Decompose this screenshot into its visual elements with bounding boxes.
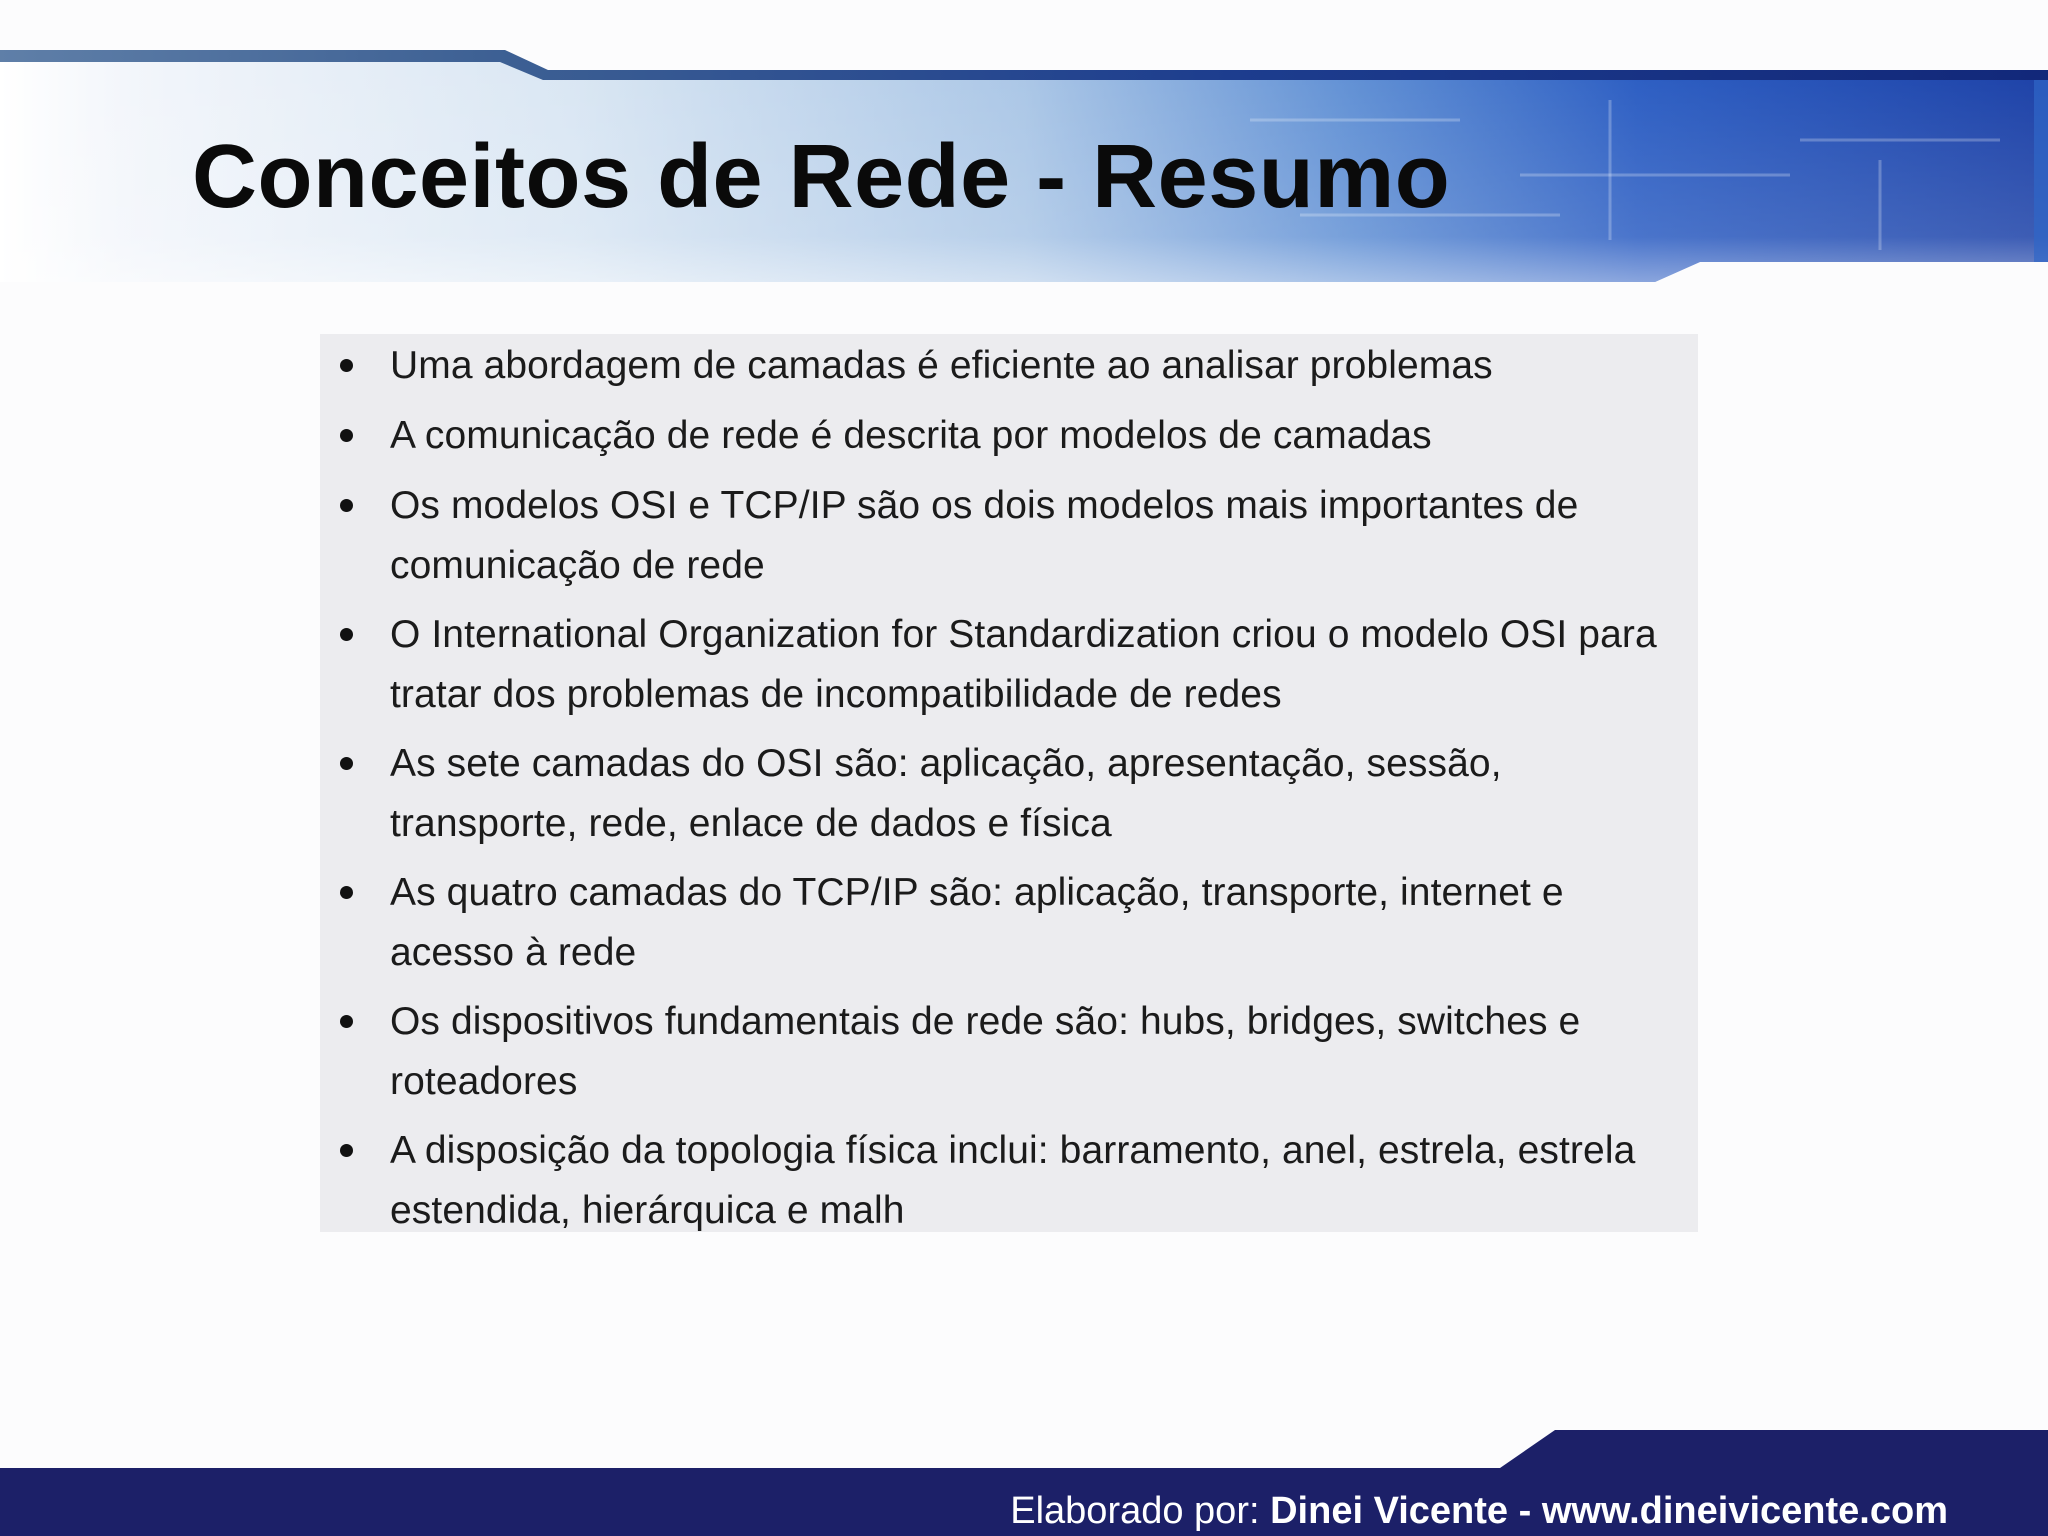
- bullet-icon: [340, 429, 353, 442]
- bullet-icon: [340, 359, 353, 372]
- bullet-text: O International Organization for Standardization criou o modelo OSI para tratar dos problemas de incompatibilidade de redes: [390, 613, 1657, 716]
- footer-prefix: Elaborado por:: [1010, 1490, 1260, 1532]
- footer-website-link[interactable]: www.dineivicente.com: [1541, 1490, 1948, 1532]
- bullet-icon: [340, 757, 353, 770]
- bullet-text: Os dispositivos fundamentais de rede são: hubs, bridges, switches e roteadores: [390, 1000, 1581, 1103]
- bullet-icon: [340, 499, 353, 512]
- bullet-icon: [340, 1144, 353, 1157]
- bullet-text: A comunicação de rede é descrita por modelos de camadas: [390, 414, 1432, 457]
- slide-title: Conceitos de Rede - Resumo: [192, 127, 1451, 227]
- footer-credit: [1010, 1488, 1948, 1534]
- bullet-text: Uma abordagem de camadas é eficiente ao analisar problemas: [390, 344, 1493, 387]
- bullet-icon: [340, 628, 353, 641]
- bullet-text: As sete camadas do OSI são: aplicação, apresentação, sessão, transporte, rede, enlace de dados e física: [390, 742, 1502, 845]
- bullet-text: A disposição da topologia física inclui: barramento, anel, estrela, estrela estendida, hierárquica e malh: [390, 1129, 1636, 1232]
- footer-author: Dinei Vicente -: [1270, 1490, 1532, 1532]
- bullet-text: Os modelos OSI e TCP/IP são os dois modelos mais importantes de comunicação de rede: [390, 484, 1579, 587]
- content-panel: [320, 334, 1698, 1232]
- bullet-icon: [340, 1015, 353, 1028]
- bullet-text: As quatro camadas do TCP/IP são: aplicação, transporte, internet e acesso à rede: [390, 871, 1564, 974]
- bullet-icon: [340, 886, 353, 899]
